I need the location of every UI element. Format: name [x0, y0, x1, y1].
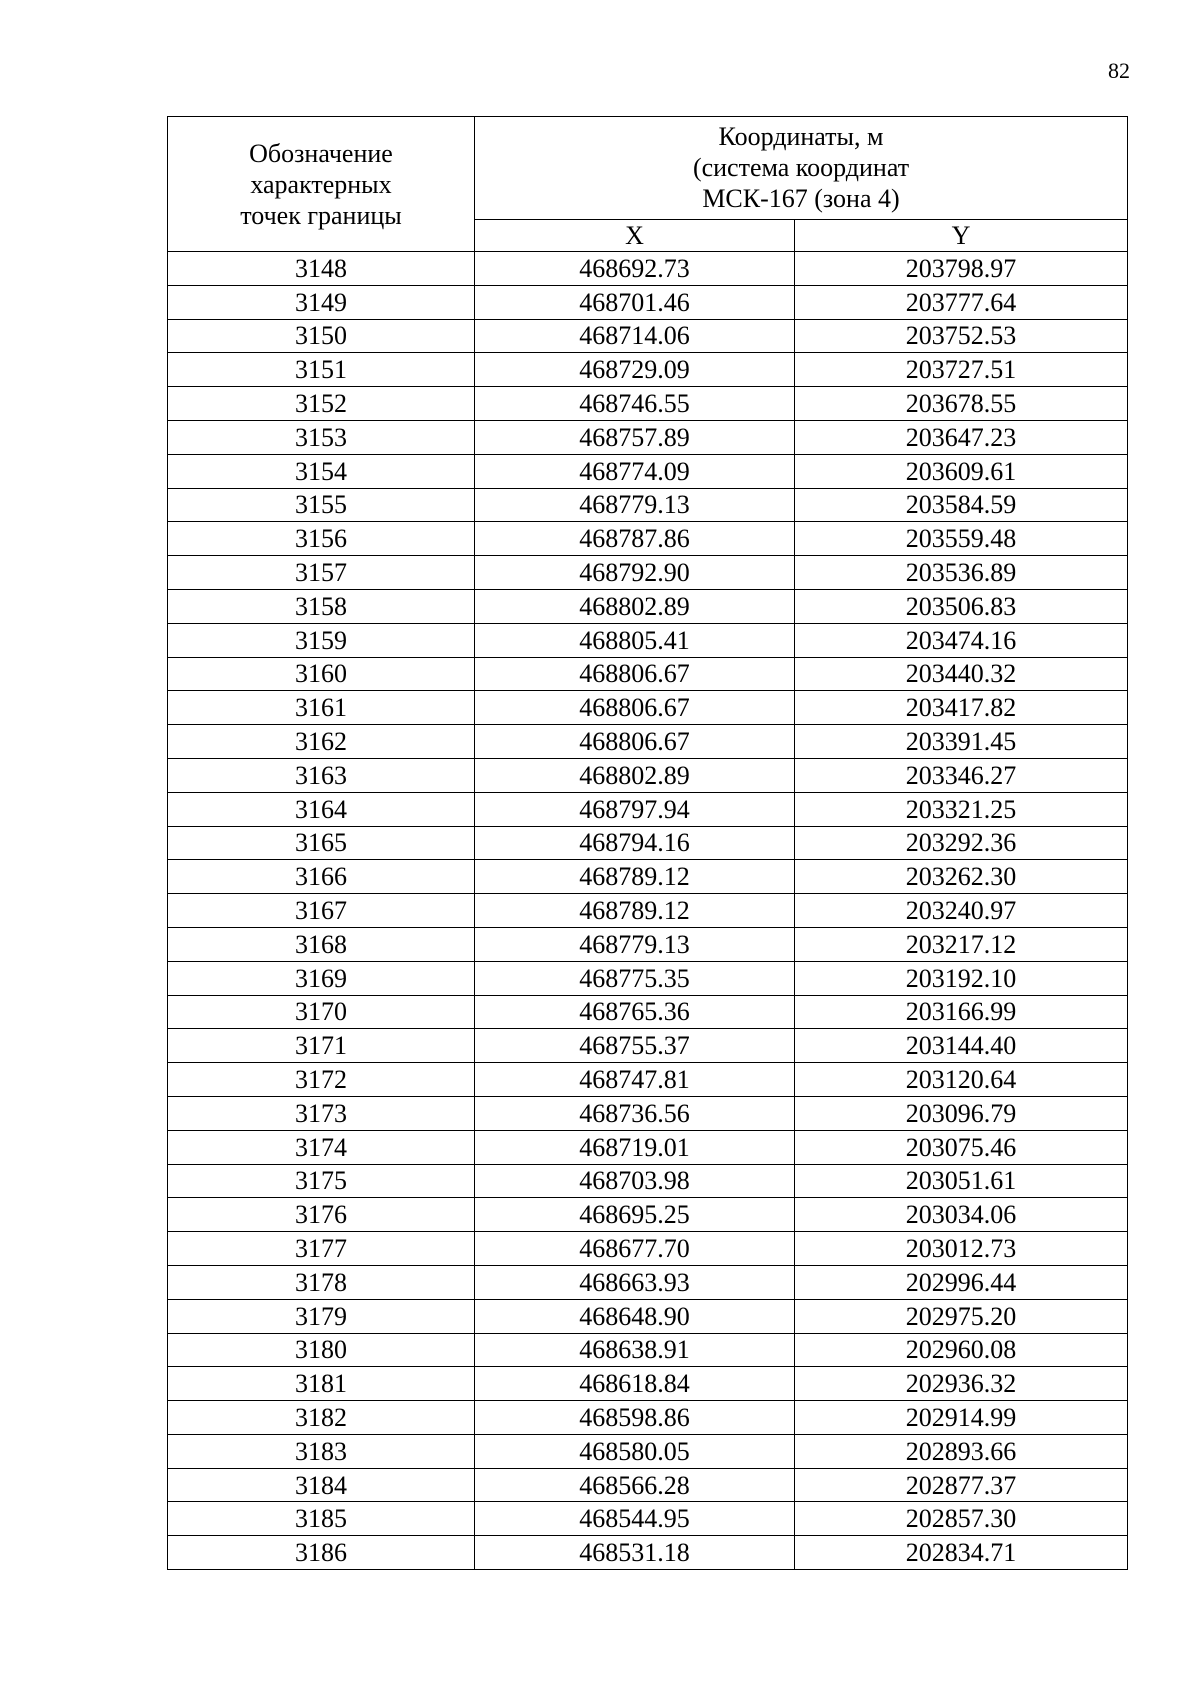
table-row	[168, 1063, 1128, 1097]
x-coordinate-cell: 468531.18	[475, 1536, 795, 1570]
x-coordinate-cell: 468805.41	[475, 623, 795, 657]
y-coordinate-cell: 203647.23	[795, 420, 1128, 454]
y-coordinate-cell: 202877.37	[795, 1468, 1128, 1502]
table-row	[168, 758, 1128, 792]
y-coordinate-cell: 203474.16	[795, 623, 1128, 657]
table-row	[168, 1265, 1128, 1299]
point-id-cell: 3184	[168, 1468, 475, 1502]
table-row	[168, 657, 1128, 691]
y-coordinate-cell: 203391.45	[795, 725, 1128, 759]
x-coordinate-cell: 468663.93	[475, 1265, 795, 1299]
y-coordinate-cell: 203678.55	[795, 387, 1128, 421]
y-coordinate-cell: 202857.30	[795, 1502, 1128, 1536]
y-coordinate-cell: 203727.51	[795, 353, 1128, 387]
x-coordinate-cell: 468779.13	[475, 927, 795, 961]
x-coordinate-cell: 468794.16	[475, 826, 795, 860]
point-id-cell: 3163	[168, 758, 475, 792]
table-row	[168, 725, 1128, 759]
x-coordinate-cell: 468714.06	[475, 319, 795, 353]
table-row	[168, 1130, 1128, 1164]
table-row	[168, 285, 1128, 319]
point-id-cell: 3154	[168, 454, 475, 488]
point-id-cell: 3173	[168, 1096, 475, 1130]
table-row	[168, 319, 1128, 353]
x-coordinate-cell: 468806.67	[475, 657, 795, 691]
x-coordinate-cell: 468787.86	[475, 522, 795, 556]
point-id-cell: 3176	[168, 1198, 475, 1232]
point-id-cell: 3164	[168, 792, 475, 826]
y-coordinate-cell: 203609.61	[795, 454, 1128, 488]
table-row	[168, 995, 1128, 1029]
x-coordinate-cell: 468774.09	[475, 454, 795, 488]
x-coordinate-cell: 468755.37	[475, 1029, 795, 1063]
x-coordinate-cell: 468638.91	[475, 1333, 795, 1367]
table-row	[168, 927, 1128, 961]
y-coordinate-cell: 202996.44	[795, 1265, 1128, 1299]
x-coordinate-cell: 468775.35	[475, 961, 795, 995]
point-id-cell: 3161	[168, 691, 475, 725]
x-coordinate-cell: 468789.12	[475, 894, 795, 928]
x-coordinate-cell: 468580.05	[475, 1434, 795, 1468]
x-coordinate-cell: 468802.89	[475, 758, 795, 792]
y-coordinate-cell: 203559.48	[795, 522, 1128, 556]
table-row	[168, 1029, 1128, 1063]
x-coordinate-cell: 468677.70	[475, 1232, 795, 1266]
table-row	[168, 1536, 1128, 1570]
point-id-cell: 3159	[168, 623, 475, 657]
table-row	[168, 387, 1128, 421]
x-coordinate-cell: 468729.09	[475, 353, 795, 387]
y-coordinate-cell: 203166.99	[795, 995, 1128, 1029]
point-id-cell: 3160	[168, 657, 475, 691]
point-id-cell: 3185	[168, 1502, 475, 1536]
x-coordinate-cell: 468747.81	[475, 1063, 795, 1097]
table-row	[168, 792, 1128, 826]
y-coordinate-cell: 202975.20	[795, 1299, 1128, 1333]
point-id-cell: 3148	[168, 252, 475, 286]
point-id-cell: 3165	[168, 826, 475, 860]
point-id-cell: 3166	[168, 860, 475, 894]
table-row	[168, 1401, 1128, 1435]
y-coordinate-cell: 203584.59	[795, 488, 1128, 522]
x-coordinate-cell: 468618.84	[475, 1367, 795, 1401]
table-row	[168, 860, 1128, 894]
x-coordinate-cell: 468765.36	[475, 995, 795, 1029]
y-coordinate-cell: 203417.82	[795, 691, 1128, 725]
point-id-cell: 3157	[168, 556, 475, 590]
page-number: 82	[1108, 58, 1130, 83]
point-id-cell: 3172	[168, 1063, 475, 1097]
point-id-cell: 3183	[168, 1434, 475, 1468]
y-coordinate-cell: 203075.46	[795, 1130, 1128, 1164]
y-coordinate-cell: 203240.97	[795, 894, 1128, 928]
table-row	[168, 589, 1128, 623]
x-coordinate-cell: 468703.98	[475, 1164, 795, 1198]
table-row	[168, 1434, 1128, 1468]
point-id-cell: 3178	[168, 1265, 475, 1299]
x-coordinate-cell: 468719.01	[475, 1130, 795, 1164]
y-coordinate-cell: 202834.71	[795, 1536, 1128, 1570]
point-id-cell: 3170	[168, 995, 475, 1029]
point-id-cell: 3179	[168, 1299, 475, 1333]
x-coordinate-cell: 468779.13	[475, 488, 795, 522]
table-row	[168, 623, 1128, 657]
table-body	[168, 252, 1128, 1570]
y-coordinate-cell: 203440.32	[795, 657, 1128, 691]
point-id-cell: 3169	[168, 961, 475, 995]
table-row	[168, 1232, 1128, 1266]
point-id-cell: 3182	[168, 1401, 475, 1435]
header-coordinates-line: Координаты, м	[718, 122, 884, 152]
point-id-cell: 3167	[168, 894, 475, 928]
x-coordinate-cell: 468648.90	[475, 1299, 795, 1333]
y-coordinate-cell: 203144.40	[795, 1029, 1128, 1063]
table-row	[168, 894, 1128, 928]
table-row	[168, 1468, 1128, 1502]
point-id-cell: 3168	[168, 927, 475, 961]
y-coordinate-cell: 203798.97	[795, 252, 1128, 286]
y-coordinate-cell: 203096.79	[795, 1096, 1128, 1130]
point-id-cell: 3181	[168, 1367, 475, 1401]
y-coordinate-cell: 203192.10	[795, 961, 1128, 995]
header-y: Y	[795, 219, 1128, 251]
x-coordinate-cell: 468544.95	[475, 1502, 795, 1536]
point-id-cell: 3155	[168, 488, 475, 522]
x-coordinate-cell: 468566.28	[475, 1468, 795, 1502]
table-row	[168, 556, 1128, 590]
point-id-cell: 3153	[168, 420, 475, 454]
table-row	[168, 1164, 1128, 1198]
x-coordinate-cell: 468797.94	[475, 792, 795, 826]
table-row	[168, 961, 1128, 995]
point-id-cell: 3158	[168, 589, 475, 623]
header-coordinates-line: МСК-167 (зона 4)	[702, 184, 900, 214]
table-row	[168, 1096, 1128, 1130]
y-coordinate-cell: 202914.99	[795, 1401, 1128, 1435]
table-row	[168, 353, 1128, 387]
header-designation	[168, 117, 475, 252]
y-coordinate-cell: 203777.64	[795, 285, 1128, 319]
header-designation-line: Обозначение	[249, 138, 393, 168]
x-coordinate-cell: 468757.89	[475, 420, 795, 454]
x-coordinate-cell: 468802.89	[475, 589, 795, 623]
x-coordinate-cell: 468789.12	[475, 860, 795, 894]
table-row	[168, 1198, 1128, 1232]
x-coordinate-cell: 468806.67	[475, 725, 795, 759]
y-coordinate-cell: 202960.08	[795, 1333, 1128, 1367]
table-row	[168, 252, 1128, 286]
point-id-cell: 3149	[168, 285, 475, 319]
table-row	[168, 522, 1128, 556]
x-coordinate-cell: 468746.55	[475, 387, 795, 421]
y-coordinate-cell: 203012.73	[795, 1232, 1128, 1266]
x-coordinate-cell: 468806.67	[475, 691, 795, 725]
x-coordinate-cell: 468598.86	[475, 1401, 795, 1435]
x-coordinate-cell: 468792.90	[475, 556, 795, 590]
y-coordinate-cell: 203536.89	[795, 556, 1128, 590]
x-coordinate-cell: 468692.73	[475, 252, 795, 286]
point-id-cell: 3175	[168, 1164, 475, 1198]
y-coordinate-cell: 203752.53	[795, 319, 1128, 353]
y-coordinate-cell: 203120.64	[795, 1063, 1128, 1097]
coordinates-table	[167, 116, 1128, 1570]
header-coordinates	[475, 117, 1128, 220]
point-id-cell: 3171	[168, 1029, 475, 1063]
point-id-cell: 3152	[168, 387, 475, 421]
header-designation-line: точек границы	[240, 200, 402, 230]
point-id-cell: 3177	[168, 1232, 475, 1266]
table-row	[168, 1333, 1128, 1367]
y-coordinate-cell: 203292.36	[795, 826, 1128, 860]
table-header	[168, 117, 1128, 252]
header-coordinates-line: (система координат	[692, 153, 910, 183]
table-row	[168, 826, 1128, 860]
table-row	[168, 420, 1128, 454]
point-id-cell: 3156	[168, 522, 475, 556]
x-coordinate-cell: 468701.46	[475, 285, 795, 319]
y-coordinate-cell: 203262.30	[795, 860, 1128, 894]
header-designation-line: характерных	[250, 169, 392, 199]
y-coordinate-cell: 203346.27	[795, 758, 1128, 792]
point-id-cell: 3174	[168, 1130, 475, 1164]
y-coordinate-cell: 203321.25	[795, 792, 1128, 826]
point-id-cell: 3180	[168, 1333, 475, 1367]
header-x: X	[475, 219, 795, 251]
table-row	[168, 1299, 1128, 1333]
y-coordinate-cell: 202893.66	[795, 1434, 1128, 1468]
point-id-cell: 3150	[168, 319, 475, 353]
table-row	[168, 1367, 1128, 1401]
table-row	[168, 454, 1128, 488]
x-coordinate-cell: 468736.56	[475, 1096, 795, 1130]
point-id-cell: 3186	[168, 1536, 475, 1570]
table-row	[168, 691, 1128, 725]
point-id-cell: 3151	[168, 353, 475, 387]
y-coordinate-cell: 202936.32	[795, 1367, 1128, 1401]
x-coordinate-cell: 468695.25	[475, 1198, 795, 1232]
y-coordinate-cell: 203034.06	[795, 1198, 1128, 1232]
y-coordinate-cell: 203217.12	[795, 927, 1128, 961]
point-id-cell: 3162	[168, 725, 475, 759]
y-coordinate-cell: 203051.61	[795, 1164, 1128, 1198]
table-row	[168, 488, 1128, 522]
y-coordinate-cell: 203506.83	[795, 589, 1128, 623]
table-row	[168, 1502, 1128, 1536]
